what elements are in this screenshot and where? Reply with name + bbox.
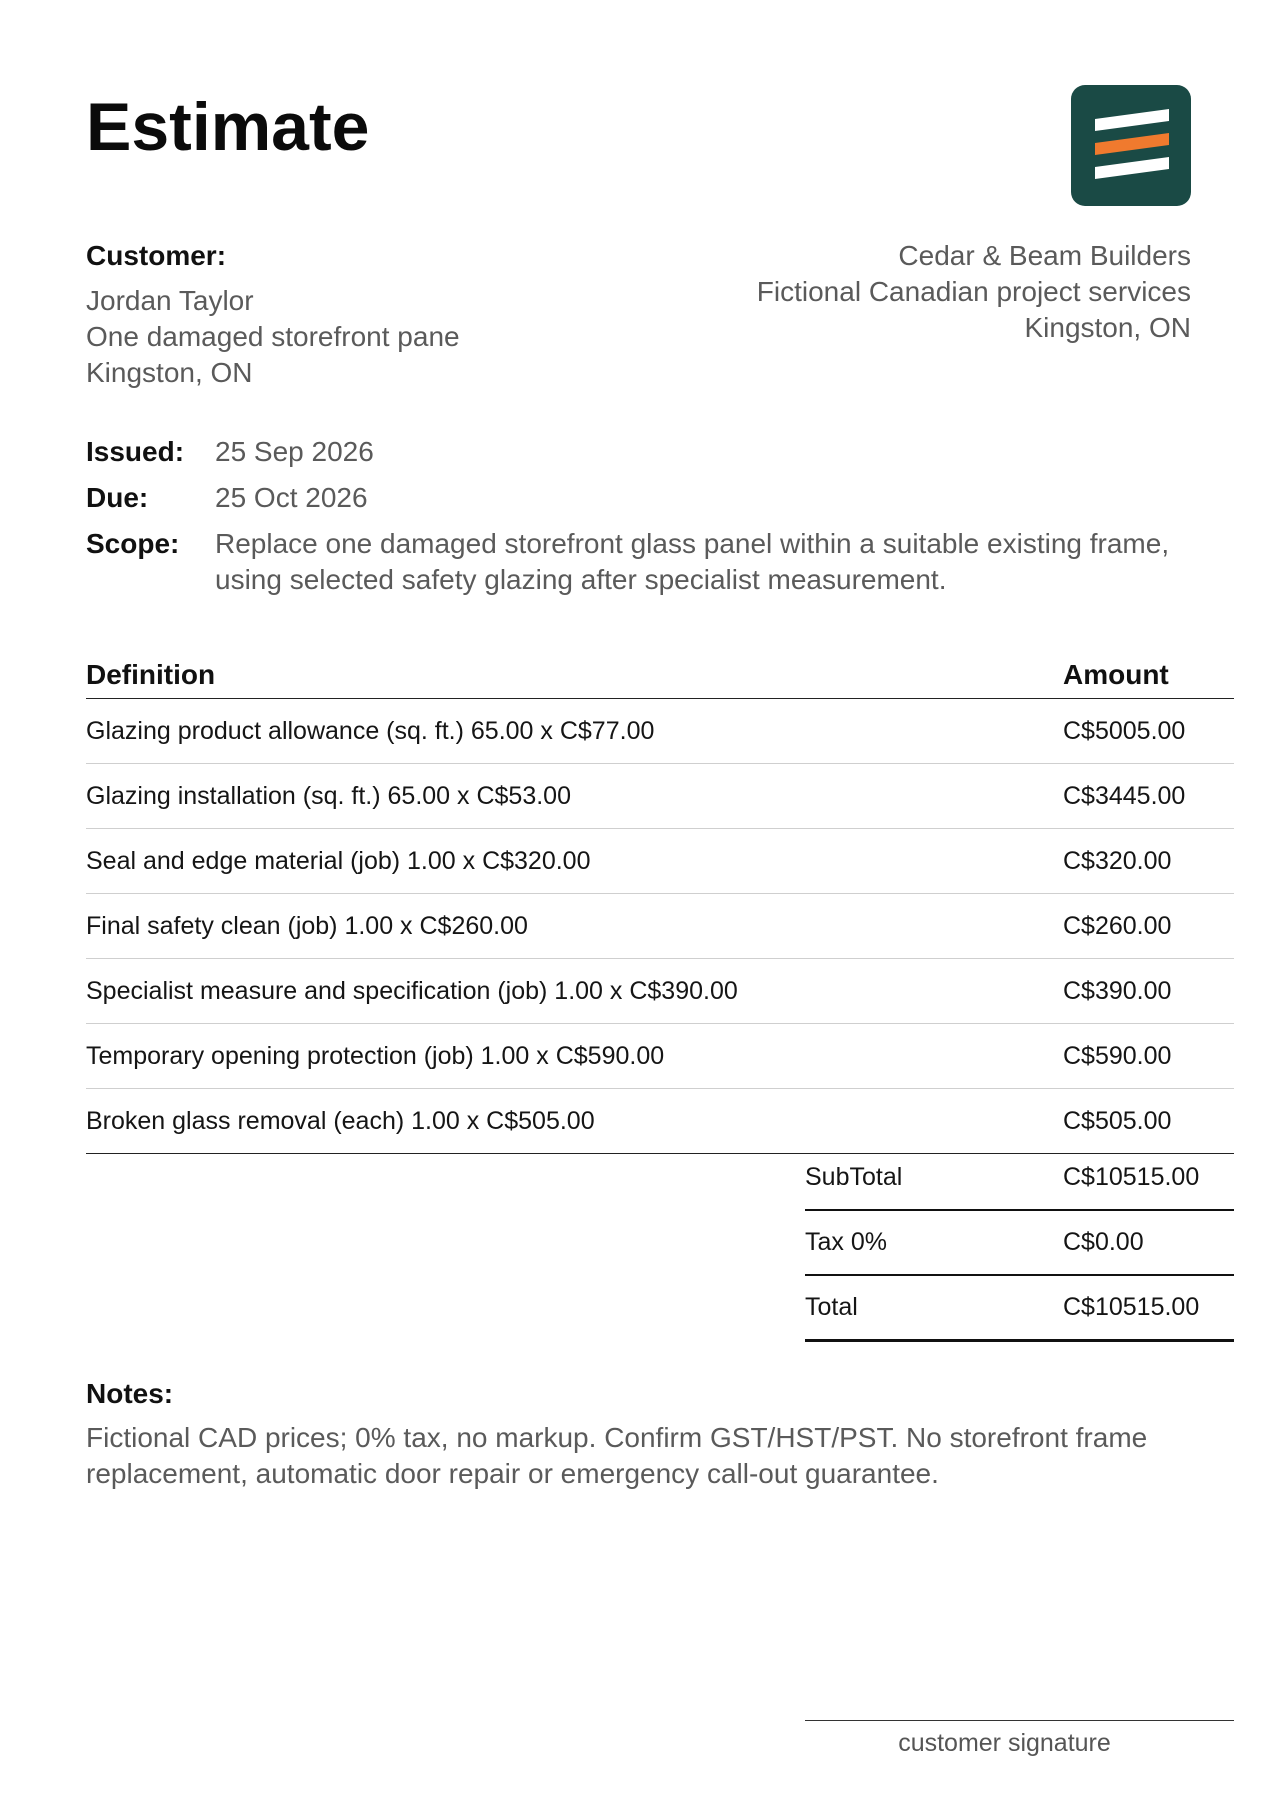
customer-label: Customer: xyxy=(86,240,227,271)
signature-line xyxy=(805,1720,1234,1758)
line-items-table xyxy=(86,652,1234,1154)
item-amount: C$3445.00 xyxy=(1063,781,1186,810)
scope-text: Replace one damaged storefront glass panel within a suitable existing frame, using selected safety glazing after specialist measurement. xyxy=(215,528,1170,595)
table-row xyxy=(86,959,1234,1024)
notes-text: Fictional CAD prices; 0% tax, no markup. Confirm GST/HST/PST. No storefront frame replacement, automatic door repair or emergency call-out guarantee. xyxy=(86,1422,1148,1489)
item-definition: Broken glass removal (each) 1.00 x C$505.00 xyxy=(86,1106,595,1135)
page-title: Estimate xyxy=(86,89,370,165)
table-row xyxy=(86,1089,1234,1154)
tax-row xyxy=(805,1211,1234,1276)
table-row xyxy=(86,1024,1234,1089)
item-amount: C$320.00 xyxy=(1063,846,1172,875)
subtotal-value: C$10515.00 xyxy=(1063,1163,1200,1191)
total-label: Total xyxy=(805,1293,858,1321)
item-amount: C$260.00 xyxy=(1063,911,1172,940)
due-label: Due: xyxy=(86,482,149,513)
customer-block xyxy=(86,238,686,391)
company-block xyxy=(631,238,1191,346)
notes-section xyxy=(86,1376,1196,1492)
due-date: 25 Oct 2026 xyxy=(215,482,368,513)
item-definition: Specialist measure and specification (job) 1.00 x C$390.00 xyxy=(86,976,738,1005)
item-amount: C$5005.00 xyxy=(1063,716,1186,745)
totals-block xyxy=(805,1146,1234,1342)
item-amount: C$505.00 xyxy=(1063,1106,1172,1135)
table-row xyxy=(86,764,1234,829)
scope-row xyxy=(86,526,1196,598)
table-row xyxy=(86,699,1234,764)
table-header xyxy=(86,652,1234,699)
item-amount: C$590.00 xyxy=(1063,1041,1172,1070)
estimate-meta xyxy=(86,434,1196,608)
definition-header: Definition xyxy=(86,659,216,690)
subtotal-row xyxy=(805,1146,1234,1211)
subtotal-label: SubTotal xyxy=(805,1163,903,1191)
notes-label: Notes: xyxy=(86,1378,174,1409)
company-tagline: Fictional Canadian project services xyxy=(756,276,1191,307)
customer-location: Kingston, ON xyxy=(86,357,253,388)
table-row xyxy=(86,894,1234,959)
company-location: Kingston, ON xyxy=(1024,312,1191,343)
item-definition: Glazing installation (sq. ft.) 65.00 x C$53.00 xyxy=(86,781,571,810)
stacked-layers-icon xyxy=(1071,85,1191,206)
issued-label: Issued: xyxy=(86,436,185,467)
item-definition: Glazing product allowance (sq. ft.) 65.00 x C$77.00 xyxy=(86,716,655,745)
item-definition: Final safety clean (job) 1.00 x C$260.00 xyxy=(86,911,528,940)
issued-row xyxy=(86,434,1196,470)
item-amount: C$390.00 xyxy=(1063,976,1172,1005)
customer-project: One damaged storefront pane xyxy=(86,321,460,352)
total-row xyxy=(805,1276,1234,1342)
scope-label: Scope: xyxy=(86,528,180,559)
table-row xyxy=(86,829,1234,894)
amount-header: Amount xyxy=(1063,659,1169,690)
due-row xyxy=(86,480,1196,516)
company-logo xyxy=(1071,85,1191,206)
customer-name: Jordan Taylor xyxy=(86,285,254,316)
total-value: C$10515.00 xyxy=(1063,1293,1200,1321)
issued-date: 25 Sep 2026 xyxy=(215,436,374,467)
tax-label: Tax 0% xyxy=(805,1228,887,1256)
item-definition: Temporary opening protection (job) 1.00 x C$590.00 xyxy=(86,1041,665,1070)
tax-value: C$0.00 xyxy=(1063,1228,1144,1256)
company-name: Cedar & Beam Builders xyxy=(898,240,1191,271)
item-definition: Seal and edge material (job) 1.00 x C$320.00 xyxy=(86,846,591,875)
signature-label: customer signature xyxy=(898,1729,1111,1757)
